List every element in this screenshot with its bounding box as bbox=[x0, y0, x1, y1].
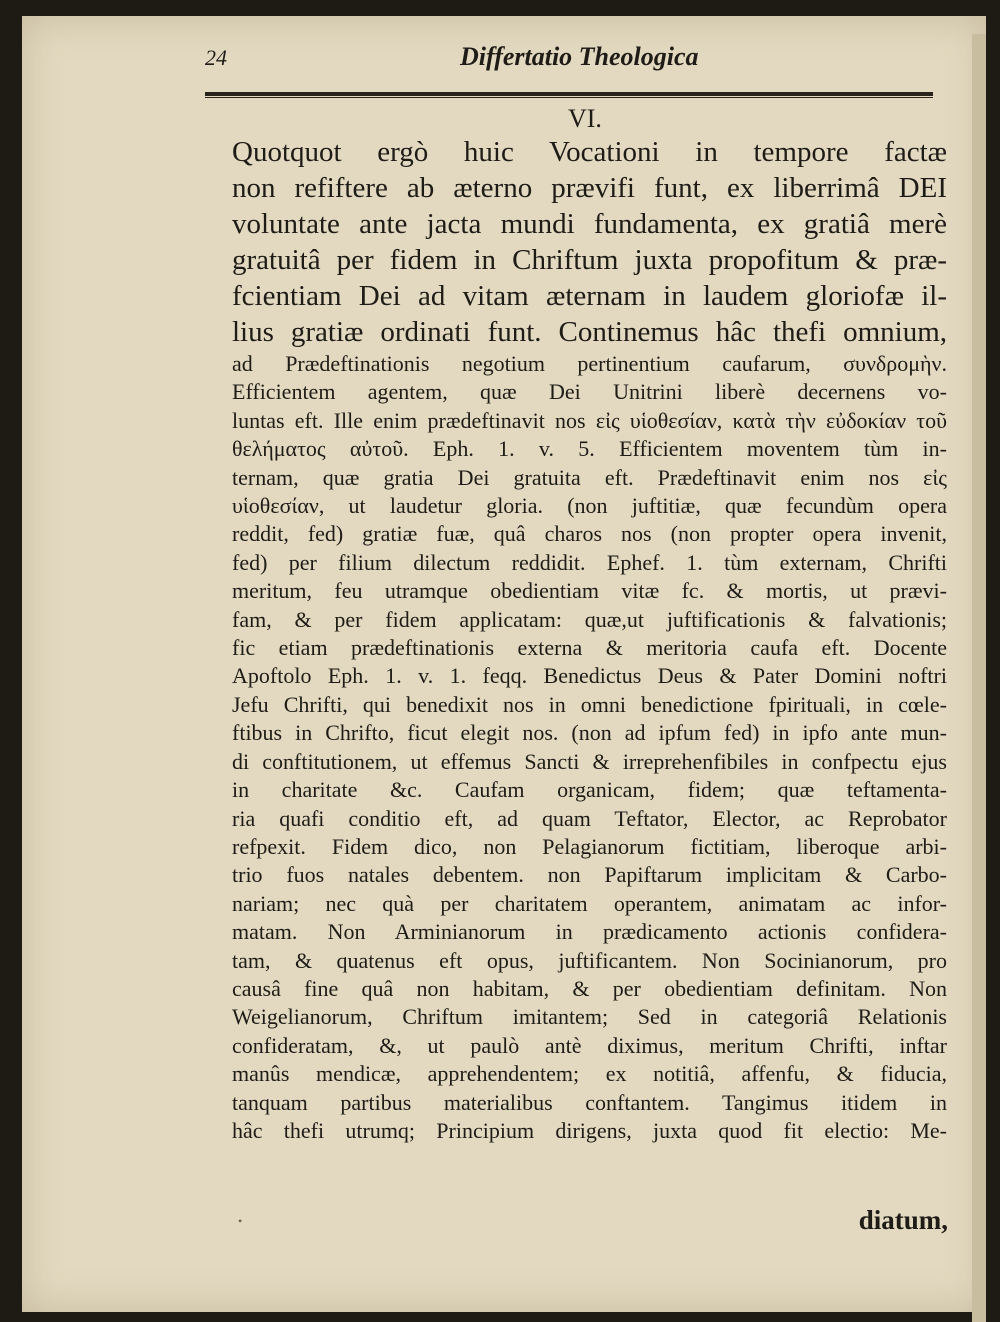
text-line: ad Prædeftinationis negotium pertinentium caufarum, συνδρομὴν. bbox=[232, 351, 947, 376]
text-line: Quotquot ergò huic Vocationi in tempore factæ bbox=[232, 136, 947, 168]
text-line: luntas eft. Ille enim prædeftinavit nos εἰς υἱοθεσίαν, κατὰ τὴν εὐδοκίαν τοῦ bbox=[232, 407, 947, 433]
text-line: gratuitâ per fidem in Chriftum juxta propofitum & præ- bbox=[232, 244, 947, 276]
text-line: ftibus in Chrifto, ficut elegit nos. (non ad ipfum fed) in ipfo ante mun- bbox=[232, 720, 947, 746]
text-line: ria quafi conditio eft, ad quam Teftator, Elector, ac Reprobator bbox=[232, 805, 947, 831]
running-head: Differtatio Theologica bbox=[460, 42, 699, 71]
body-text bbox=[232, 134, 947, 1145]
text-line: confideratam, &, ut paulò antè diximus, meritum Chrifti, inftar bbox=[232, 1032, 947, 1058]
text-line: fed) per filium dilectum reddidit. Ephef. 1. tùm externam, Chrifti bbox=[232, 549, 947, 575]
text-line: fam, & per fidem applicatam: quæ,ut juftificationis & falvationis; bbox=[232, 606, 947, 632]
section-number: VI. bbox=[568, 104, 602, 133]
page-edge bbox=[972, 34, 986, 1322]
ink-dot: • bbox=[238, 1214, 243, 1228]
text-line: meritum, feu utramque obedientiam vitæ fc. & mortis, ut prævi- bbox=[232, 578, 947, 604]
text-line: Weigelianorum, Chriftum imitantem; Sed in categoriâ Relationis bbox=[232, 1004, 947, 1030]
text-line: Efficientem agentem, quæ Dei Unitrini liberè decernens vo- bbox=[232, 379, 947, 405]
text-line: lius gratiæ ordinati funt. Continemus hâc thefi omnium, bbox=[232, 316, 947, 348]
text-line: ternam, quæ gratia Dei gratuita eft. Prædeftinavit enim nos εἰς bbox=[232, 464, 947, 490]
catchword: diatum, bbox=[858, 1205, 948, 1235]
text-line: Jefu Chrifti, qui benedixit nos in omni benedictione fpirituali, in cœle- bbox=[232, 691, 947, 717]
text-line: trio fuos natales debentem. non Papiftarum implicitam & Carbo- bbox=[232, 862, 947, 888]
page-number: 24 bbox=[205, 45, 227, 70]
text-line: causâ fine quâ non habitam, & per obedientiam definitam. Non bbox=[232, 975, 947, 1001]
text-line: non refiftere ab æterno prævifi funt, ex liberrimâ DEI bbox=[232, 172, 947, 204]
text-line: υἱοθεσίαν, ut laudetur gloria. (non juftitiæ, quæ fecundùm opera bbox=[232, 493, 947, 519]
text-line: di conftitutionem, ut effemus Sancti & irreprehenfibiles in confpectu ejus bbox=[232, 748, 947, 774]
text-line: tam, & quatenus eft opus, juftificantem. Non Socinianorum, pro bbox=[232, 947, 947, 973]
text-line: tanquam partibus materialibus conftantem. Tangimus itidem in bbox=[232, 1089, 947, 1115]
text-line: in charitate &c. Caufam organicam, fidem; quæ teftamenta- bbox=[232, 777, 947, 803]
text-line: refpexit. Fidem dico, non Pelagianorum fictitiam, liberoque arbi- bbox=[232, 833, 947, 859]
text-line: Apoftolo Eph. 1. v. 1. feqq. Benedictus Deus & Pater Domini noftri bbox=[232, 663, 947, 689]
text-line: matam. Non Arminianorum in prædicamento actionis confidera- bbox=[232, 919, 947, 945]
text-line: fic etiam prædeftinationis externa & meritoria caufa eft. Docente bbox=[232, 635, 947, 661]
header-rule-thin bbox=[205, 97, 933, 98]
text-line: voluntate ante jacta mundi fundamenta, ex gratiâ merè bbox=[232, 208, 947, 240]
header-rule bbox=[205, 92, 933, 96]
text-line: manûs mendicæ, apprehendentem; ex notitiâ, affenfu, & fiducia, bbox=[232, 1061, 947, 1087]
text-line: θελήματος αὐτοῦ. Eph. 1. v. 5. Efficientem moventem tùm in- bbox=[232, 436, 947, 462]
text-line: nariam; nec quà per charitatem operantem, animatam ac infor- bbox=[232, 890, 947, 916]
text-line: hâc thefi utrumq; Principium dirigens, juxta quod fit electio: Me- bbox=[232, 1117, 947, 1143]
text-line: reddit, fed) gratiæ fuæ, quâ charos nos (non propter opera invenit, bbox=[232, 521, 947, 547]
text-line: fcientiam Dei ad vitam æternam in laudem gloriofæ il- bbox=[232, 280, 947, 312]
